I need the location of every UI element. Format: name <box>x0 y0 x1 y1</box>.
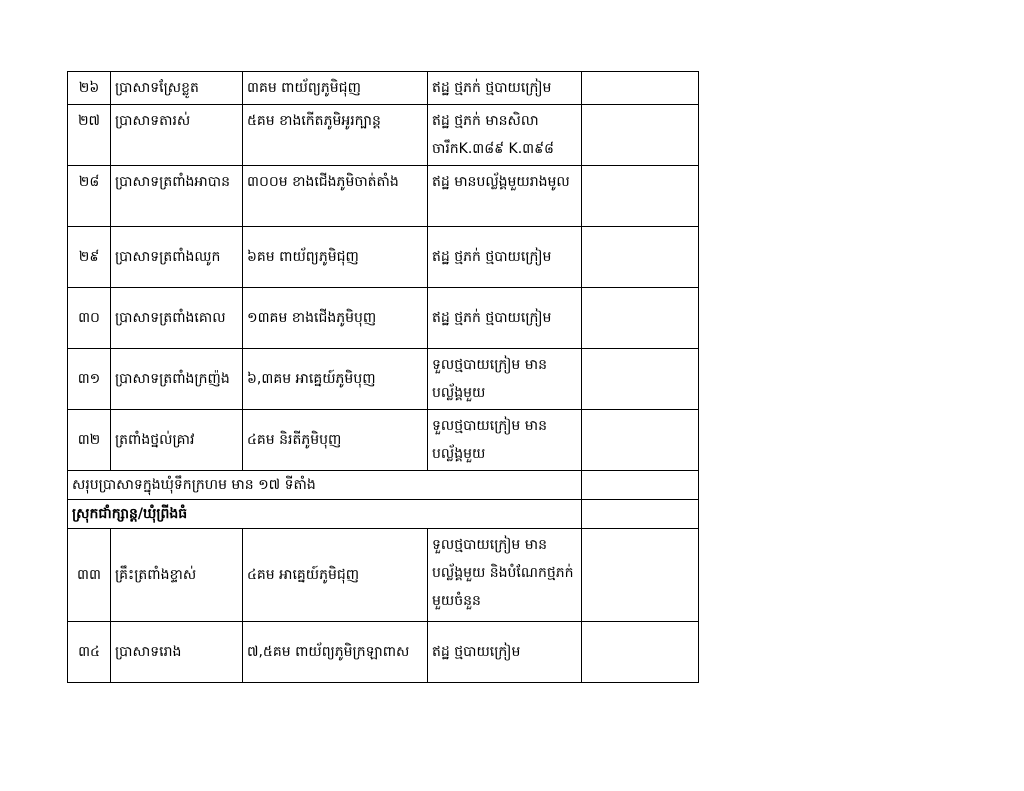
table-row <box>68 529 699 622</box>
site-description: ឥដ្ឋ ថ្មភក់ ថ្មបាយក្រៀម <box>428 288 582 349</box>
site-location: ៣គម ពាយ័ព្យភូមិជុញ <box>243 72 428 105</box>
table-row <box>68 288 699 349</box>
section-heading: ស្រុកជាំក្សាន្ត/ឃុំព្រីងធំ <box>68 500 582 529</box>
site-description: ឥដ្ឋ ថ្មបាយក្រៀម <box>428 622 582 683</box>
site-name: ប្រាសាទត្រពាំងក្រញ៉ង <box>111 349 243 410</box>
site-location: ៦គម ពាយ័ព្យភូមិជុញ <box>243 227 428 288</box>
table-row <box>68 227 699 288</box>
summary-note <box>582 471 699 500</box>
site-location: ៣០០ម ខាងជើងភូមិចាត់តាំង <box>243 166 428 227</box>
site-note <box>582 72 699 105</box>
site-location: ៦,៣គម អាគ្នេយ៍ភូមិបុញ <box>243 349 428 410</box>
table-row <box>68 349 699 410</box>
table-row <box>68 166 699 227</box>
site-note <box>582 105 699 166</box>
section-heading-row <box>68 500 699 529</box>
summary-text: សរុបប្រាសាទក្នុងឃុំទឹកក្រហម មាន ១៧ ទីតាំង <box>68 471 582 500</box>
site-name: ត្រពាំងថ្នល់គ្រាវ <box>111 410 243 471</box>
site-description: ឥដ្ឋ ថ្មភក់ មានសិលាចារឹកK.៣៨៩ K.៣៩៨ <box>428 105 582 166</box>
site-location: ៤គម អាគ្នេយ៍ភូមិជុញ <box>243 529 428 622</box>
row-number: ៣២ <box>68 410 111 471</box>
site-location: ១៣គម ខាងជើងភូមិបុញ <box>243 288 428 349</box>
site-location: ៧,៥គម ពាយ័ព្យភូមិក្រឡាពាស <box>243 622 428 683</box>
table-row <box>68 622 699 683</box>
site-name: ប្រាសាទត្រពាំងអាបាន <box>111 166 243 227</box>
row-number: ៣៤ <box>68 622 111 683</box>
site-name: ប្រាសាទស្រែខ្លូត <box>111 72 243 105</box>
site-note <box>582 349 699 410</box>
site-note <box>582 288 699 349</box>
row-number: ៣១ <box>68 349 111 410</box>
site-name: ប្រាសាទតារស់ <box>111 105 243 166</box>
site-name: ប្រាសាទរោង <box>111 622 243 683</box>
site-name: ប្រាសាទត្រពាំងគោល <box>111 288 243 349</box>
site-note <box>582 166 699 227</box>
site-note <box>582 227 699 288</box>
row-number: ២៧ <box>68 105 111 166</box>
site-description: ទួលថ្មបាយក្រៀម មានបល្ល័ង្គមួយ <box>428 349 582 410</box>
site-description: ទួលថ្មបាយក្រៀម មានបល្ល័ង្គមួយ <box>428 410 582 471</box>
site-note <box>582 529 699 622</box>
row-number: ២៩ <box>68 227 111 288</box>
site-description: ឥដ្ឋ ថ្មភក់ ថ្មបាយក្រៀម <box>428 227 582 288</box>
site-location: ៥គម ខាងកើតភូមិអូរក្បាន្ត <box>243 105 428 166</box>
temple-inventory-table <box>67 71 699 683</box>
site-description: ទួលថ្មបាយក្រៀម មានបល្ល័ង្គមួយ និងបំណែកថ្មភក់ មួយចំនួន <box>428 529 582 622</box>
table-row <box>68 105 699 166</box>
summary-row <box>68 471 699 500</box>
site-name: គ្រឹះត្រពាំងខ្ទាស់ <box>111 529 243 622</box>
site-name: ប្រាសាទត្រពាំងឈូក <box>111 227 243 288</box>
row-number: ៣៣ <box>68 529 111 622</box>
row-number: ២៦ <box>68 72 111 105</box>
table-row <box>68 410 699 471</box>
row-number: ៣០ <box>68 288 111 349</box>
site-note <box>582 410 699 471</box>
site-description: ឥដ្ឋ ថ្មភក់ ថ្មបាយក្រៀម <box>428 72 582 105</box>
section-note <box>582 500 699 529</box>
site-note <box>582 622 699 683</box>
table-row <box>68 72 699 105</box>
site-description: ឥដ្ឋ មានបល្ល័ង្គមួយរាងមូល <box>428 166 582 227</box>
row-number: ២៨ <box>68 166 111 227</box>
site-location: ៤គម និរតីភូមិបុញ <box>243 410 428 471</box>
